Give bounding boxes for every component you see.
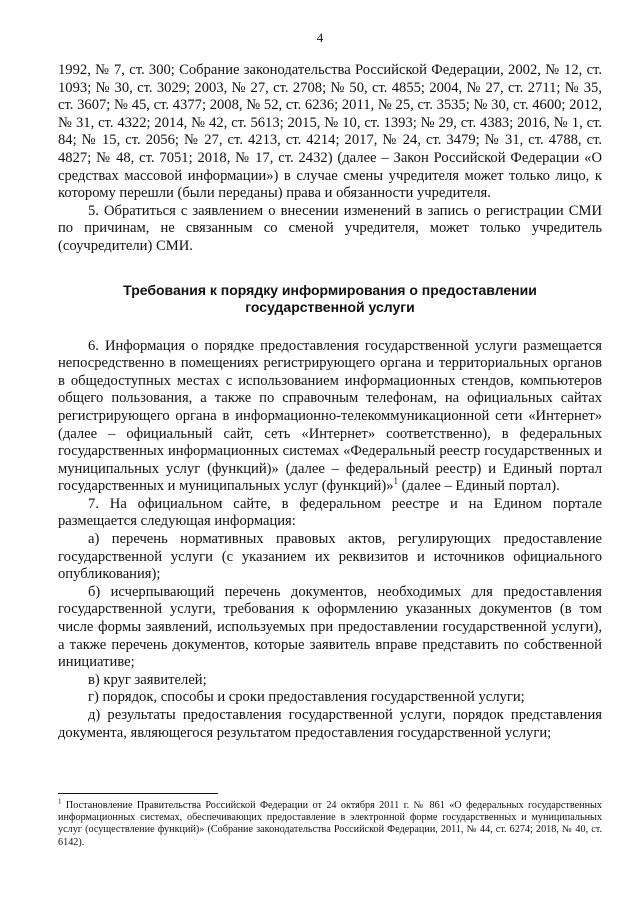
- list-item-g: г) порядок, способы и сроки предоставления государственной услуги;: [88, 689, 525, 706]
- footnote-reference: 1: [393, 476, 399, 487]
- section-heading: Требования к порядку информирования о предоставлении государственной услуги: [123, 281, 537, 315]
- footnote: [58, 797, 602, 849]
- paragraph-continuation: 1992, № 7, ст. 300; Собрание законодательства Российской Федерации, 2002, № 12, ст. 1093; № 30, ст. 3029; 2003, № 27, ст. 2708; № 50, ст. 4855; 2004, № 27, ст. 2711; № 35, ст. 3607; № 45, ст. 4377; 2008, № 52, ст. 6236; 2011, № 25, ст. 3535; № 30, ст. 4600; 2012, № 31, ст. 4322; 2014, № 42, ст. 5613; 2015, № 10, ст. 1393; № 29, ст. 4383; 2016, № 1, ст. 84; № 15, ст. 2056; № 27, ст. 4213, ст. 4214; 2017, № 24, ст. 3479; № 31, ст. 4788, ст. 4827; № 48, ст. 7051; 2018, № 17, ст. 2432) (далее – Закон Российской Федерации «О средствах массовой информации») в случае смены учредителя может только лицо, к которому перешли (были переданы) права и обязанности учредителя.: [58, 62, 602, 202]
- footnote-mark: 1: [58, 797, 62, 806]
- paragraph-5: 5. Обратиться с заявлением о внесении изменений в запись о регистрации СМИ по причинам, не связанным со сменой учредителя, может только учредитель (соучредители) СМИ.: [58, 202, 602, 254]
- paragraph-6-tail: (далее – Единый портал).: [398, 478, 560, 495]
- page-number: 4: [316, 30, 324, 45]
- list-item-a: а) перечень нормативных правовых актов, регулирующих предоставление государственной услуги (с указанием их реквизитов и источников официального опубликования);: [58, 531, 602, 583]
- document-body: [58, 62, 602, 742]
- footnote-text: Постановление Правительства Российской Федерации от 24 октября 2011 г. № 861 «О федеральных государственных информационных системах, обеспечивающих предоставление в электронной форме государственных и муниципальных услуг (осуществление функций)» (Собрание законодательства Российской Федерации, 2011, № 44, ст. 6274; 2018, № 40, ст. 6142).: [58, 800, 602, 848]
- footnote-divider: [58, 793, 218, 794]
- list-item-d: д) результаты предоставления государственной услуги, порядок представления документа, являющегося результатом предоставления государственной услуги;: [58, 707, 602, 741]
- paragraph-7: 7. На официальном сайте, в федеральном реестре и на Едином портале размещается следующая информация:: [58, 495, 602, 530]
- list-item-v: в) круг заявителей;: [88, 671, 207, 688]
- list-item-b: б) исчерпывающий перечень документов, необходимых для предоставления государственной услуги, требования к оформлению указанных документов (в том числе формы заявлений, используемых при предоставлении государственной услуги), а также перечень документов, которые заявитель вправе представить по собственной инициативе;: [58, 583, 602, 671]
- paragraph-6: [58, 338, 602, 496]
- paragraph-6-text: 6. Информация о порядке предоставления государственной услуги размещается непосредственно в помещениях регистрирующего органа и территориальных органов в общедоступных местах с использованием информационных стендов, компьютеров общего пользования, а также по справочным телефонам, на официальных сайтах регистрирующего органа в информационно-телекоммуникационной сети «Интернет» (далее – официальный сайт, сеть «Интернет» соответственно), в федеральных государственных информационных системах «Федеральный реестр государственных и муниципальных услуг (функций)» (далее – федеральный реестр) и Единый портал государственных и муниципальных услуг (функций)»: [58, 337, 602, 495]
